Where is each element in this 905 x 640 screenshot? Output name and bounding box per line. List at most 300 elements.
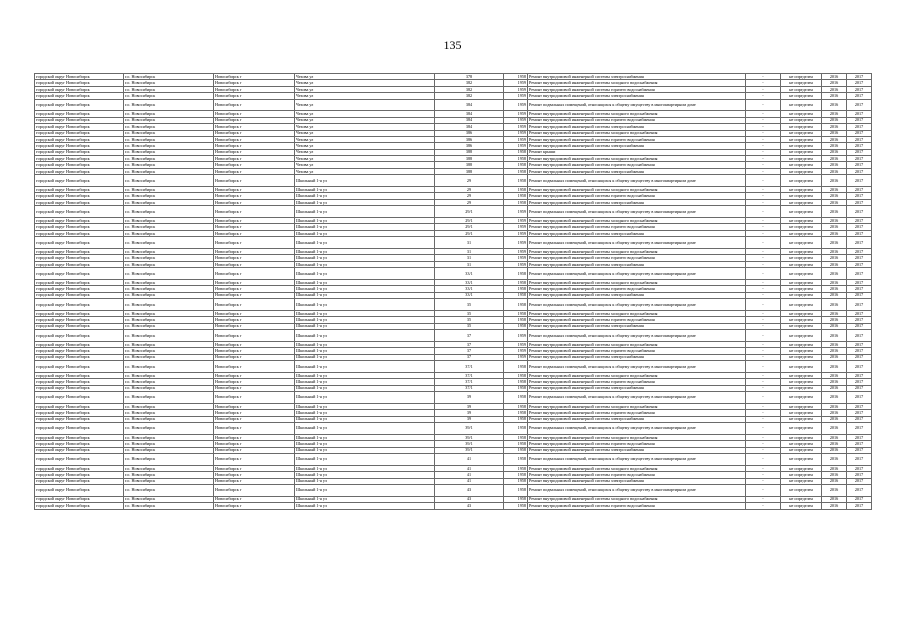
house-number-cell: 35 [435,317,504,323]
settlement-cell: г.о. Новосибирск [124,472,214,478]
street-cell: Школьный 1-я ул [295,372,435,378]
cost-cell: - [746,199,781,205]
house-number-cell: 43 [435,496,504,502]
street-cell: Чехова ул [295,80,435,86]
end-year-cell: 2017 [847,292,872,298]
municipality-cell: городской округ Новосибирск [35,193,124,199]
house-number-cell: 382 [435,80,504,86]
build-year-cell: 1958 [504,503,528,509]
work-type-cell: Ремонт внутридомовой инженерной системы электроснабжения [528,385,746,391]
work-type-cell: Ремонт внутридомовой инженерной системы горячего водоснабжения [528,379,746,385]
table-row [35,503,872,509]
city-cell: Новосибирск г [214,317,295,323]
contractor-cell: не определен [781,187,822,193]
build-year-cell: 1958 [504,484,528,496]
house-number-cell: 384 [435,111,504,117]
cost-cell: - [746,149,781,155]
start-year-cell: 2016 [822,279,847,285]
end-year-cell: 2017 [847,484,872,496]
build-year-cell: 1959 [504,224,528,230]
cost-cell: - [746,484,781,496]
contractor-cell: не определен [781,168,822,174]
table-row [35,99,872,111]
cost-cell: - [746,385,781,391]
settlement-cell: г.о. Новосибирск [124,136,214,142]
street-cell: Школьный 1-я ул [295,472,435,478]
cost-cell: - [746,156,781,162]
settlement-cell: г.о. Новосибирск [124,187,214,193]
build-year-cell: 1959 [504,99,528,111]
city-cell: Новосибирск г [214,410,295,416]
street-cell: Школьный 1-я ул [295,218,435,224]
house-number-cell: 31 [435,237,504,249]
street-cell: Школьный 1-я ул [295,410,435,416]
work-type-cell: Ремонт внутридомовой инженерной системы электроснабжения [528,230,746,236]
house-number-cell: 35 [435,323,504,329]
municipality-cell: городской округ Новосибирск [35,496,124,502]
house-number-cell: 386 [435,130,504,136]
work-type-cell: Ремонт внутридомовой инженерной системы холодного водоснабжения [528,187,746,193]
city-cell: Новосибирск г [214,86,295,92]
cost-cell: - [746,162,781,168]
contractor-cell: не определен [781,175,822,187]
settlement-cell: г.о. Новосибирск [124,206,214,218]
municipality-cell: городской округ Новосибирск [35,317,124,323]
end-year-cell: 2017 [847,348,872,354]
municipality-cell: городской округ Новосибирск [35,268,124,280]
house-number-cell: 388 [435,149,504,155]
build-year-cell: 1959 [504,348,528,354]
city-cell: Новосибирск г [214,199,295,205]
house-number-cell: 39/1 [435,441,504,447]
municipality-cell: городской округ Новосибирск [35,175,124,187]
house-number-cell: 31 [435,249,504,255]
start-year-cell: 2016 [822,117,847,123]
build-year-cell: 1958 [504,423,528,435]
table-row [35,361,872,373]
street-cell: Школьный 1-я ул [295,423,435,435]
start-year-cell: 2016 [822,403,847,409]
cost-cell: - [746,99,781,111]
settlement-cell: г.о. Новосибирск [124,224,214,230]
settlement-cell: г.о. Новосибирск [124,354,214,360]
page-number: 135 [443,38,462,52]
settlement-cell: г.о. Новосибирск [124,99,214,111]
build-year-cell: 1958 [504,447,528,453]
street-cell: Чехова ул [295,136,435,142]
city-cell: Новосибирск г [214,255,295,261]
street-cell: Школьный 1-я ул [295,193,435,199]
house-number-cell: 35 [435,310,504,316]
end-year-cell: 2017 [847,99,872,111]
cost-cell: - [746,168,781,174]
cost-cell: - [746,130,781,136]
contractor-cell: не определен [781,268,822,280]
build-year-cell: 1959 [504,237,528,249]
municipality-cell: городской округ Новосибирск [35,224,124,230]
house-number-cell: 33/1 [435,292,504,298]
city-cell: Новосибирск г [214,149,295,155]
cost-cell: - [746,255,781,261]
house-number-cell: 388 [435,162,504,168]
contractor-cell: не определен [781,354,822,360]
table-row [35,453,872,465]
end-year-cell: 2017 [847,187,872,193]
cost-cell: - [746,379,781,385]
contractor-cell: не определен [781,372,822,378]
build-year-cell: 1958 [504,193,528,199]
street-cell: Школьный 1-я ул [295,237,435,249]
municipality-cell: городской округ Новосибирск [35,478,124,484]
house-number-cell: 37 [435,341,504,347]
start-year-cell: 2016 [822,149,847,155]
municipality-cell: городской округ Новосибирск [35,299,124,311]
start-year-cell: 2016 [822,99,847,111]
municipality-cell: городской округ Новосибирск [35,503,124,509]
contractor-cell: не определен [781,124,822,130]
contractor-cell: не определен [781,218,822,224]
settlement-cell: г.о. Новосибирск [124,175,214,187]
contractor-cell: не определен [781,416,822,422]
start-year-cell: 2016 [822,385,847,391]
work-type-cell: Ремонт подвальных помещений, относящихся к общему имуществу в многоквартирном доме [528,484,746,496]
municipality-cell: городской округ Новосибирск [35,74,124,80]
end-year-cell: 2017 [847,317,872,323]
municipality-cell: городской округ Новосибирск [35,237,124,249]
cost-cell: - [746,503,781,509]
house-number-cell: 33/1 [435,286,504,292]
house-number-cell: 388 [435,168,504,174]
work-type-cell: Ремонт внутридомовой инженерной системы горячего водоснабжения [528,503,746,509]
city-cell: Новосибирск г [214,447,295,453]
end-year-cell: 2017 [847,279,872,285]
end-year-cell: 2017 [847,441,872,447]
start-year-cell: 2016 [822,292,847,298]
settlement-cell: г.о. Новосибирск [124,168,214,174]
house-number-cell: 37/1 [435,379,504,385]
street-cell: Школьный 1-я ул [295,206,435,218]
work-type-cell: Ремонт внутридомовой инженерной системы электроснабжения [528,478,746,484]
table-row [35,392,872,404]
end-year-cell: 2017 [847,496,872,502]
city-cell: Новосибирск г [214,124,295,130]
street-cell: Школьный 1-я ул [295,385,435,391]
end-year-cell: 2017 [847,80,872,86]
work-type-cell: Ремонт внутридомовой инженерной системы электроснабжения [528,74,746,80]
build-year-cell: 1959 [504,143,528,149]
end-year-cell: 2017 [847,249,872,255]
end-year-cell: 2017 [847,392,872,404]
cost-cell: - [746,403,781,409]
contractor-cell: не определен [781,465,822,471]
municipality-cell: городской округ Новосибирск [35,136,124,142]
city-cell: Новосибирск г [214,230,295,236]
contractor-cell: не определен [781,478,822,484]
work-type-cell: Ремонт внутридомовой инженерной системы электроснабжения [528,199,746,205]
work-type-cell: Ремонт внутридомовой инженерной системы горячего водоснабжения [528,441,746,447]
municipality-cell: городской округ Новосибирск [35,341,124,347]
end-year-cell: 2017 [847,341,872,347]
street-cell: Школьный 1-я ул [295,199,435,205]
city-cell: Новосибирск г [214,392,295,404]
municipality-cell: городской округ Новосибирск [35,143,124,149]
city-cell: Новосибирск г [214,99,295,111]
street-cell: Школьный 1-я ул [295,230,435,236]
end-year-cell: 2017 [847,423,872,435]
house-number-cell: 37 [435,348,504,354]
start-year-cell: 2016 [822,465,847,471]
settlement-cell: г.о. Новосибирск [124,310,214,316]
start-year-cell: 2016 [822,434,847,440]
city-cell: Новосибирск г [214,156,295,162]
build-year-cell: 1958 [504,434,528,440]
build-year-cell: 1959 [504,341,528,347]
municipality-cell: городской округ Новосибирск [35,354,124,360]
contractor-cell: не определен [781,385,822,391]
start-year-cell: 2016 [822,361,847,373]
end-year-cell: 2017 [847,149,872,155]
contractor-cell: не определен [781,348,822,354]
end-year-cell: 2017 [847,74,872,80]
work-type-cell: Ремонт внутридомовой инженерной системы горячего водоснабжения [528,348,746,354]
house-number-cell: 33/1 [435,279,504,285]
settlement-cell: г.о. Новосибирск [124,484,214,496]
work-type-cell: Ремонт внутридомовой инженерной системы холодного водоснабжения [528,310,746,316]
build-year-cell: 1959 [504,330,528,342]
settlement-cell: г.о. Новосибирск [124,149,214,155]
end-year-cell: 2017 [847,310,872,316]
settlement-cell: г.о. Новосибирск [124,447,214,453]
municipality-cell: городской округ Новосибирск [35,484,124,496]
city-cell: Новосибирск г [214,130,295,136]
contractor-cell: не определен [781,111,822,117]
cost-cell: - [746,341,781,347]
cost-cell: - [746,465,781,471]
contractor-cell: не определен [781,403,822,409]
street-cell: Школьный 1-я ул [295,392,435,404]
settlement-cell: г.о. Новосибирск [124,330,214,342]
cost-cell: - [746,447,781,453]
house-number-cell: 386 [435,136,504,142]
end-year-cell: 2017 [847,199,872,205]
cost-cell: - [746,268,781,280]
settlement-cell: г.о. Новосибирск [124,385,214,391]
municipality-cell: городской округ Новосибирск [35,372,124,378]
start-year-cell: 2016 [822,218,847,224]
city-cell: Новосибирск г [214,218,295,224]
end-year-cell: 2017 [847,86,872,92]
city-cell: Новосибирск г [214,286,295,292]
municipality-cell: городской округ Новосибирск [35,86,124,92]
house-number-cell: 39/1 [435,434,504,440]
settlement-cell: г.о. Новосибирск [124,292,214,298]
build-year-cell: 1959 [504,80,528,86]
city-cell: Новосибирск г [214,268,295,280]
start-year-cell: 2016 [822,496,847,502]
street-cell: Школьный 1-я ул [295,310,435,316]
cost-cell: - [746,249,781,255]
cost-cell: - [746,193,781,199]
work-type-cell: Ремонт подвальных помещений, относящихся к общему имуществу в многоквартирном доме [528,392,746,404]
settlement-cell: г.о. Новосибирск [124,230,214,236]
end-year-cell: 2017 [847,206,872,218]
build-year-cell: 1959 [504,255,528,261]
start-year-cell: 2016 [822,187,847,193]
street-cell: Школьный 1-я ул [295,330,435,342]
work-type-cell: Ремонт внутридомовой инженерной системы электроснабжения [528,93,746,99]
start-year-cell: 2016 [822,348,847,354]
work-type-cell: Ремонт подвальных помещений, относящихся к общему имуществу в многоквартирном доме [528,299,746,311]
build-year-cell: 1958 [504,292,528,298]
end-year-cell: 2017 [847,323,872,329]
start-year-cell: 2016 [822,330,847,342]
contractor-cell: не определен [781,379,822,385]
build-year-cell: 1958 [504,162,528,168]
cost-cell: - [746,230,781,236]
settlement-cell: г.о. Новосибирск [124,496,214,502]
build-year-cell: 1959 [504,86,528,92]
build-year-cell: 1959 [504,117,528,123]
end-year-cell: 2017 [847,416,872,422]
municipality-cell: городской округ Новосибирск [35,111,124,117]
build-year-cell: 1958 [504,465,528,471]
city-cell: Новосибирск г [214,348,295,354]
municipality-cell: городской округ Новосибирск [35,187,124,193]
start-year-cell: 2016 [822,484,847,496]
municipality-cell: городской округ Новосибирск [35,472,124,478]
municipality-cell: городской округ Новосибирск [35,130,124,136]
house-number-cell: 39 [435,392,504,404]
street-cell: Чехова ул [295,74,435,80]
contractor-cell: не определен [781,149,822,155]
cost-cell: - [746,372,781,378]
contractor-cell: не определен [781,255,822,261]
contractor-cell: не определен [781,237,822,249]
house-number-cell: 41 [435,453,504,465]
cost-cell: - [746,472,781,478]
work-type-cell: Ремонт внутридомовой инженерной системы электроснабжения [528,416,746,422]
city-cell: Новосибирск г [214,187,295,193]
municipality-cell: городской округ Новосибирск [35,218,124,224]
street-cell: Школьный 1-я ул [295,261,435,267]
work-type-cell: Ремонт внутридомовой инженерной системы горячего водоснабжения [528,117,746,123]
municipality-cell: городской округ Новосибирск [35,206,124,218]
cost-cell: - [746,279,781,285]
work-type-cell: Ремонт внутридомовой инженерной системы горячего водоснабжения [528,136,746,142]
work-type-cell: Ремонт внутридомовой инженерной системы холодного водоснабжения [528,496,746,502]
cost-cell: - [746,317,781,323]
city-cell: Новосибирск г [214,224,295,230]
settlement-cell: г.о. Новосибирск [124,117,214,123]
street-cell: Чехова ул [295,124,435,130]
city-cell: Новосибирск г [214,299,295,311]
house-number-cell: 29/1 [435,218,504,224]
work-type-cell: Ремонт подвальных помещений, относящихся к общему имуществу в многоквартирном доме [528,361,746,373]
municipality-cell: городской округ Новосибирск [35,403,124,409]
work-type-cell: Ремонт внутридомовой инженерной системы холодного водоснабжения [528,156,746,162]
house-number-cell: 29/1 [435,224,504,230]
settlement-cell: г.о. Новосибирск [124,93,214,99]
municipality-cell: городской округ Новосибирск [35,423,124,435]
street-cell: Чехова ул [295,93,435,99]
cost-cell: - [746,93,781,99]
table-row [35,330,872,342]
cost-cell: - [746,330,781,342]
settlement-cell: г.о. Новосибирск [124,279,214,285]
municipality-cell: городской округ Новосибирск [35,168,124,174]
table-row [35,175,872,187]
municipality-cell: городской округ Новосибирск [35,465,124,471]
table-row [35,299,872,311]
settlement-cell: г.о. Новосибирск [124,379,214,385]
cost-cell: - [746,434,781,440]
end-year-cell: 2017 [847,255,872,261]
contractor-cell: не определен [781,361,822,373]
house-number-cell: 39/1 [435,447,504,453]
house-number-cell: 29/1 [435,206,504,218]
street-cell: Школьный 1-я ул [295,175,435,187]
cost-cell: - [746,136,781,142]
end-year-cell: 2017 [847,385,872,391]
build-year-cell: 1959 [504,124,528,130]
street-cell: Школьный 1-я ул [295,441,435,447]
street-cell: Школьный 1-я ул [295,379,435,385]
end-year-cell: 2017 [847,143,872,149]
end-year-cell: 2017 [847,193,872,199]
start-year-cell: 2016 [822,392,847,404]
street-cell: Школьный 1-я ул [295,292,435,298]
cost-cell: - [746,224,781,230]
municipality-cell: городской округ Новосибирск [35,441,124,447]
build-year-cell: 1958 [504,441,528,447]
street-cell: Школьный 1-я ул [295,268,435,280]
settlement-cell: г.о. Новосибирск [124,441,214,447]
table-row [35,423,872,435]
street-cell: Школьный 1-я ул [295,403,435,409]
end-year-cell: 2017 [847,354,872,360]
build-year-cell: 1958 [504,156,528,162]
municipality-cell: городской округ Новосибирск [35,230,124,236]
city-cell: Новосибирск г [214,292,295,298]
city-cell: Новосибирск г [214,361,295,373]
work-type-cell: Ремонт подвальных помещений, относящихся к общему имуществу в многоквартирном доме [528,268,746,280]
start-year-cell: 2016 [822,441,847,447]
street-cell: Школьный 1-я ул [295,434,435,440]
city-cell: Новосибирск г [214,423,295,435]
build-year-cell: 1958 [504,149,528,155]
work-type-cell: Ремонт внутридомовой инженерной системы холодного водоснабжения [528,465,746,471]
city-cell: Новосибирск г [214,310,295,316]
municipality-cell: городской округ Новосибирск [35,410,124,416]
contractor-cell: не определен [781,206,822,218]
municipality-cell: городской округ Новосибирск [35,99,124,111]
street-cell: Чехова ул [295,130,435,136]
street-cell: Школьный 1-я ул [295,317,435,323]
build-year-cell: 1958 [504,410,528,416]
municipality-cell: городской округ Новосибирск [35,199,124,205]
end-year-cell: 2017 [847,136,872,142]
city-cell: Новосибирск г [214,279,295,285]
settlement-cell: г.о. Новосибирск [124,323,214,329]
start-year-cell: 2016 [822,230,847,236]
house-number-cell: 382 [435,86,504,92]
municipality-cell: городской округ Новосибирск [35,379,124,385]
settlement-cell: г.о. Новосибирск [124,478,214,484]
cost-cell: - [746,86,781,92]
work-type-cell: Ремонт внутридомовой инженерной системы горячего водоснабжения [528,255,746,261]
street-cell: Чехова ул [295,117,435,123]
street-cell: Школьный 1-я ул [295,354,435,360]
